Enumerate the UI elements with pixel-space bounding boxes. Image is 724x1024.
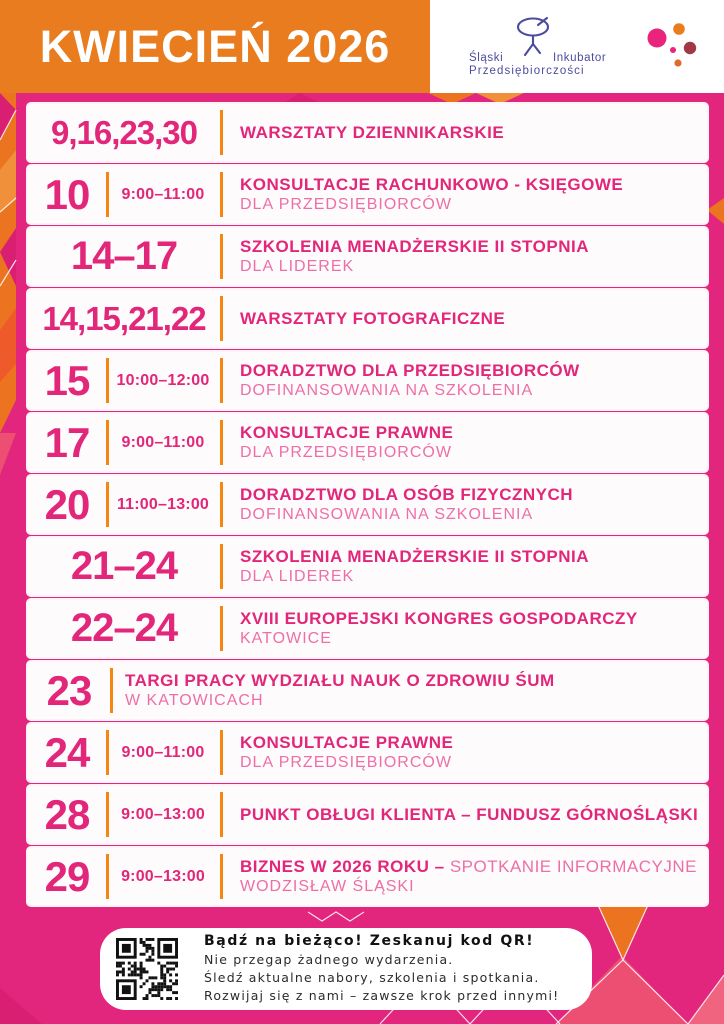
qr-line: Rozwijaj się z nami – zawsze krok przed innymi!: [204, 988, 560, 1003]
column-divider: [220, 730, 223, 775]
event-time: 10:00–12:00: [116, 371, 210, 389]
event-title: PUNKT OBŁUGI KLIENTA – FUNDUSZ GÓRNOŚLĄSKI: [240, 805, 699, 824]
event-title: TARGI PRACY WYDZIAŁU NAUK O ZDROWIU ŚUM: [125, 671, 555, 690]
event-text-cell: [220, 484, 707, 525]
event-date: 28: [44, 790, 90, 838]
event-row: [28, 104, 707, 161]
column-divider: [110, 668, 113, 713]
logo-area: [430, 0, 724, 93]
event-date: 23: [46, 666, 92, 714]
event-time: 9:00–11:00: [121, 743, 205, 761]
column-divider: [220, 544, 223, 589]
event-text-cell: [220, 236, 707, 277]
event-text-cell: [220, 608, 707, 649]
event-date-cell: [28, 853, 106, 901]
event-title: BIZNES W 2026 ROKU – SPOTKANIE INFORMACYJNE: [240, 857, 697, 876]
logo-dots-icon: [645, 20, 699, 74]
event-subtitle: DLA LIDEREK: [240, 258, 355, 275]
event-date-cell: [28, 171, 106, 219]
event-date-cell: [28, 481, 106, 529]
event-text-cell: [220, 174, 707, 215]
qr-text-block: [204, 933, 559, 1005]
event-subtitle: DOFINANSOWANIA NA SZKOLENIA: [240, 506, 534, 523]
event-title: XVIII EUROPEJSKI KONGRES GOSPODARCZY: [240, 609, 638, 628]
event-text-cell: [220, 422, 707, 463]
event-row: [28, 662, 707, 719]
event-date: 24: [44, 728, 90, 776]
event-date: 22–24: [70, 606, 178, 650]
event-text-cell: [220, 546, 707, 587]
event-row: [28, 786, 707, 843]
event-time: 9:00–11:00: [121, 433, 205, 451]
event-date: 29: [44, 852, 90, 900]
event-time-cell: [106, 186, 220, 204]
event-title-light: SPOTKANIE INFORMACYJNE: [444, 857, 697, 876]
event-time-cell: [106, 744, 220, 762]
event-title: WARSZTATY DZIENNIKARSKIE: [240, 123, 505, 142]
event-title: KONSULTACJE PRAWNE: [240, 733, 454, 752]
header: [0, 0, 724, 93]
qr-line: Nie przegap żadnego wydarzenia.: [204, 952, 454, 967]
column-divider: [220, 482, 223, 527]
column-divider: [106, 420, 109, 465]
column-divider: [220, 606, 223, 651]
event-subtitle: DLA PRZEDSIĘBIORCÓW: [240, 444, 452, 461]
column-divider: [106, 358, 109, 403]
event-text-cell: [220, 856, 707, 897]
event-title: KONSULTACJE RACHUNKOWO - KSIĘGOWE: [240, 175, 624, 194]
qr-heading: Bądź na bieżąco! Zeskanuj kod QR!: [204, 933, 535, 949]
event-date: 21–24: [70, 544, 178, 588]
event-time: 9:00–13:00: [121, 805, 205, 823]
event-subtitle: DLA PRZEDSIĘBIORCÓW: [240, 754, 452, 771]
event-time: 9:00–11:00: [121, 185, 205, 203]
event-date-cell: [28, 606, 220, 651]
column-divider: [220, 420, 223, 465]
event-time-cell: [106, 496, 220, 514]
event-row: [28, 352, 707, 409]
event-time-cell: [106, 806, 220, 824]
event-row: [28, 476, 707, 533]
event-date-cell: [28, 729, 106, 777]
event-time: 11:00–13:00: [116, 495, 210, 513]
event-date: 20: [44, 480, 90, 528]
column-divider: [220, 110, 223, 155]
incubator-logo: [455, 14, 633, 80]
logo-word-slaski: Śląski: [469, 51, 504, 64]
event-date-cell: [28, 791, 106, 839]
event-row: [28, 290, 707, 347]
event-time: 9:00–13:00: [121, 867, 205, 885]
column-divider: [220, 172, 223, 217]
column-divider: [220, 296, 223, 341]
event-date: 14,15,21,22: [42, 299, 206, 337]
event-subtitle: DLA PRZEDSIĘBIORCÓW: [240, 196, 452, 213]
event-subtitle: WODZISŁAW ŚLĄSKI: [240, 878, 415, 895]
event-row: [28, 848, 707, 905]
event-text-cell: [220, 308, 707, 329]
column-divider: [106, 792, 109, 837]
logo-word-inkubator: Inkubator: [553, 51, 607, 64]
event-title: DORADZTWO DLA OSÓB FIZYCZNYCH: [240, 485, 574, 504]
month-title: KWIECIEŃ 2026: [39, 20, 391, 72]
column-divider: [106, 854, 109, 899]
event-title: DORADZTWO DLA PRZEDSIĘBIORCÓW: [240, 361, 580, 380]
month-banner: [0, 0, 430, 93]
event-row: [28, 538, 707, 595]
event-row: [28, 228, 707, 285]
event-date: 15: [44, 356, 90, 404]
event-subtitle: DLA LIDEREK: [240, 568, 355, 585]
event-date: 9,16,23,30: [51, 113, 197, 151]
event-date-cell: [28, 667, 110, 715]
event-title: SZKOLENIA MENADŻERSKIE II STOPNIA: [240, 237, 589, 256]
event-date-cell: [28, 357, 106, 405]
event-title: KONSULTACJE PRAWNE: [240, 423, 454, 442]
event-date-cell: [28, 234, 220, 279]
qr-line: Śledź aktualne nabory, szkolenia i spotkania.: [204, 970, 540, 985]
column-divider: [106, 730, 109, 775]
column-divider: [106, 482, 109, 527]
column-divider: [220, 854, 223, 899]
event-row: [28, 414, 707, 471]
event-time-cell: [106, 868, 220, 886]
column-divider: [220, 792, 223, 837]
column-divider: [106, 172, 109, 217]
event-date: 17: [44, 418, 90, 466]
event-list: [28, 104, 707, 905]
event-title: WARSZTATY FOTOGRAFICZNE: [240, 309, 506, 328]
event-text-cell: [220, 804, 707, 825]
event-text-cell: [220, 360, 707, 401]
qr-code: [116, 938, 178, 1000]
qr-footer-card: [100, 928, 592, 1010]
event-text-cell: [220, 122, 707, 143]
event-date-cell: [28, 300, 220, 338]
event-date-cell: [28, 419, 106, 467]
event-date: 10: [44, 170, 90, 218]
event-subtitle: KATOWICE: [240, 630, 332, 647]
event-time-cell: [106, 372, 220, 390]
column-divider: [220, 234, 223, 279]
event-date-cell: [28, 544, 220, 589]
event-subtitle: W KATOWICACH: [125, 692, 264, 709]
event-time-cell: [106, 434, 220, 452]
column-divider: [220, 358, 223, 403]
event-subtitle: DOFINANSOWANIA NA SZKOLENIA: [240, 382, 534, 399]
event-row: [28, 166, 707, 223]
event-title: SZKOLENIA MENADŻERSKIE II STOPNIA: [240, 547, 589, 566]
logo-word-przedsiebiorczosci: Przedsiębiorczości: [469, 64, 585, 77]
event-row: [28, 724, 707, 781]
event-text-cell: [220, 732, 707, 773]
event-date: 14–17: [70, 234, 178, 278]
event-row: [28, 600, 707, 657]
event-text-cell: [110, 670, 707, 711]
person-umbrella-icon: [511, 16, 557, 56]
event-date-cell: [28, 114, 220, 152]
